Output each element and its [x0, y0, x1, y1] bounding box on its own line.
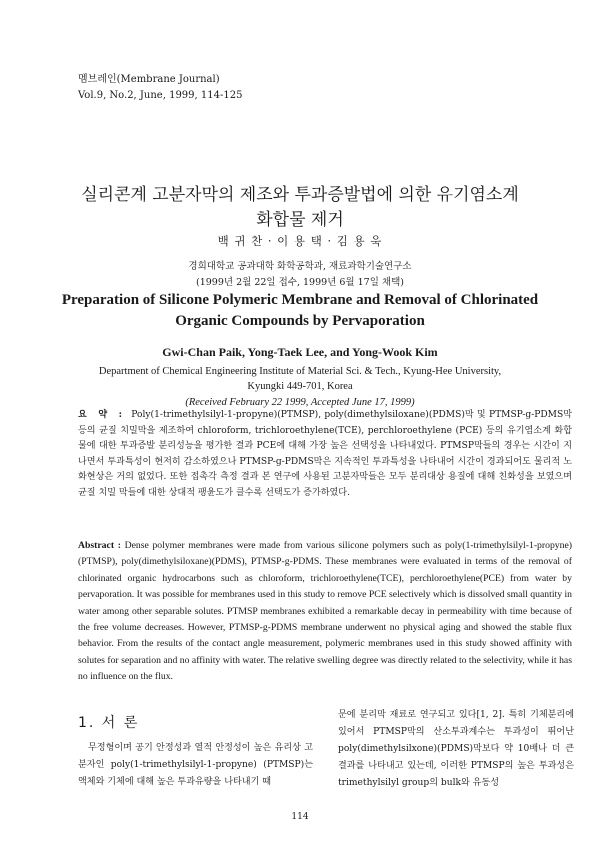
affiliation-english-line2: Kyungki 449-701, Korea: [247, 381, 353, 392]
page-number: 114: [291, 812, 309, 822]
title-korean-line2: 화합물 제거: [256, 210, 344, 230]
journal-header: [78, 72, 242, 104]
title-english-line2: Organic Compounds by Pervaporation: [175, 313, 425, 329]
abstract-korean-label: 요 약 :: [78, 409, 126, 420]
body-right-column: 문에 분리막 재료로 연구되고 있다[1, 2]. 특히 기체분리에 있어서 PTMSP막의 산소투과계수는 투과성이 뛰어난 poly(dimethylsilxone)(PDMS)막보다 약 10배나 더 큰 결과를 나타내고 있는데, 이러한 PTMSP의 높은 투과성은 trimethylsilyl group의 bulk와 유동성: [338, 710, 574, 788]
abstract-english: [78, 538, 572, 686]
abstract-korean: [78, 407, 572, 501]
authors-english: Gwi-Chan Paik, Yong-Taek Lee, and Yong-Wook Kim: [162, 345, 438, 359]
received-date-english: (Received February 22 1999, Accepted June 17, 1999): [185, 397, 415, 408]
affiliation-korean: 경희대학교 공과대학 화학공학과, 재료과학기술연구소: [188, 261, 412, 272]
abstract-korean-text: Poly(1-trimethylsilyl-1-propyne)(PTMSP), poly(dimethylsiloxane)(PDMS)막 및 PTMSP-g-PDMS막 등의 균질 치밀막을 제조하여 chloroform, trichloroethylene(TCE), perchloroethylene (PCE) 등의 유기염소계 화합물에 대한 투과증발 분리성능을 평가한 결과 PCE에 대해 가장 높은 선택성을 나타내었다. PTMSP막들의 경우는 시간이 지나면서 투과특성이 현저히 감소하였으나 PTMSP-g-PDMS막은 지속적인 투과특성을 나타내어 시간이 경과되어도 물리적 노화현상은 거의 없었다. 또한 접촉각 측정 결과 본 연구에 사용된 고분자막들은 모두 분리대상 용질에 대해 친화성을 보였으며 균질 치밀 막들에 대한 상대적 팽윤도가 클수록 선택도가 증가하였다.: [78, 410, 572, 498]
abstract-english-label: Abstract :: [78, 540, 121, 551]
abstract-english-text: Dense polymer membranes were made from various silicone polymers such as poly(1-trimethylsilyl-1-propyne)(PTMSP), poly(dimethylsiloxane)(PDMS), PTMSP-g-PDMS. These membranes were evaluated in terms of the removal of chlorinated organic hydrocarbons such as chloroform, trichloroethylene(TCE), perchloroethylene(PCE) from water by pervaporation. It was possible for membranes used in this study to remove PCE selectively which is dissolved small quantity in water among other separable solutes. PTMSP membranes exhibited a remarkable decay in permeability with time because of the free volume decreases. However, PTMSP-g-PDMS membrane underwent no physical aging and showed the stable flux behavior. From the results of the contact angle measurement, polymeric membranes used in this study showed affinity with solutes for separation and no affinity with water. The relative swelling degree was directly related to the selectivity, while it has no influence on the flux.: [78, 540, 573, 683]
authors-korean: 백 귀 찬 · 이 용 택 · 김 용 욱: [217, 234, 383, 248]
received-date-korean: (1999년 2월 22일 접수, 1999년 6월 17일 채택): [196, 277, 404, 288]
title-korean-line1: 실리콘계 고분자막의 제조와 투과증발법에 의한 유기염소계: [81, 185, 519, 205]
journal-name: 멤브레인(Membrane Journal): [78, 74, 220, 85]
affiliation-english-line1: Department of Chemical Engineering Institute of Material Sci. & Tech., Kyung-Hee University,: [98, 366, 502, 377]
body-left-column: 무정형이며 공기 안정성과 열적 안정성이 높은 유리상 고분자인 poly(1-trimethylsilyl-1-propyne) (PTMSP)는 액체와 기체에 대해 높은 투과유량을 나타내기 때: [78, 743, 313, 787]
journal-volume: Vol.9, No.2, June, 1999, 114-125: [78, 90, 243, 101]
section-heading-introduction: 1. 서 론: [78, 715, 140, 731]
title-english-line1: Preparation of Silicone Polymeric Membrane and Removal of Chlorinated: [61, 292, 539, 308]
